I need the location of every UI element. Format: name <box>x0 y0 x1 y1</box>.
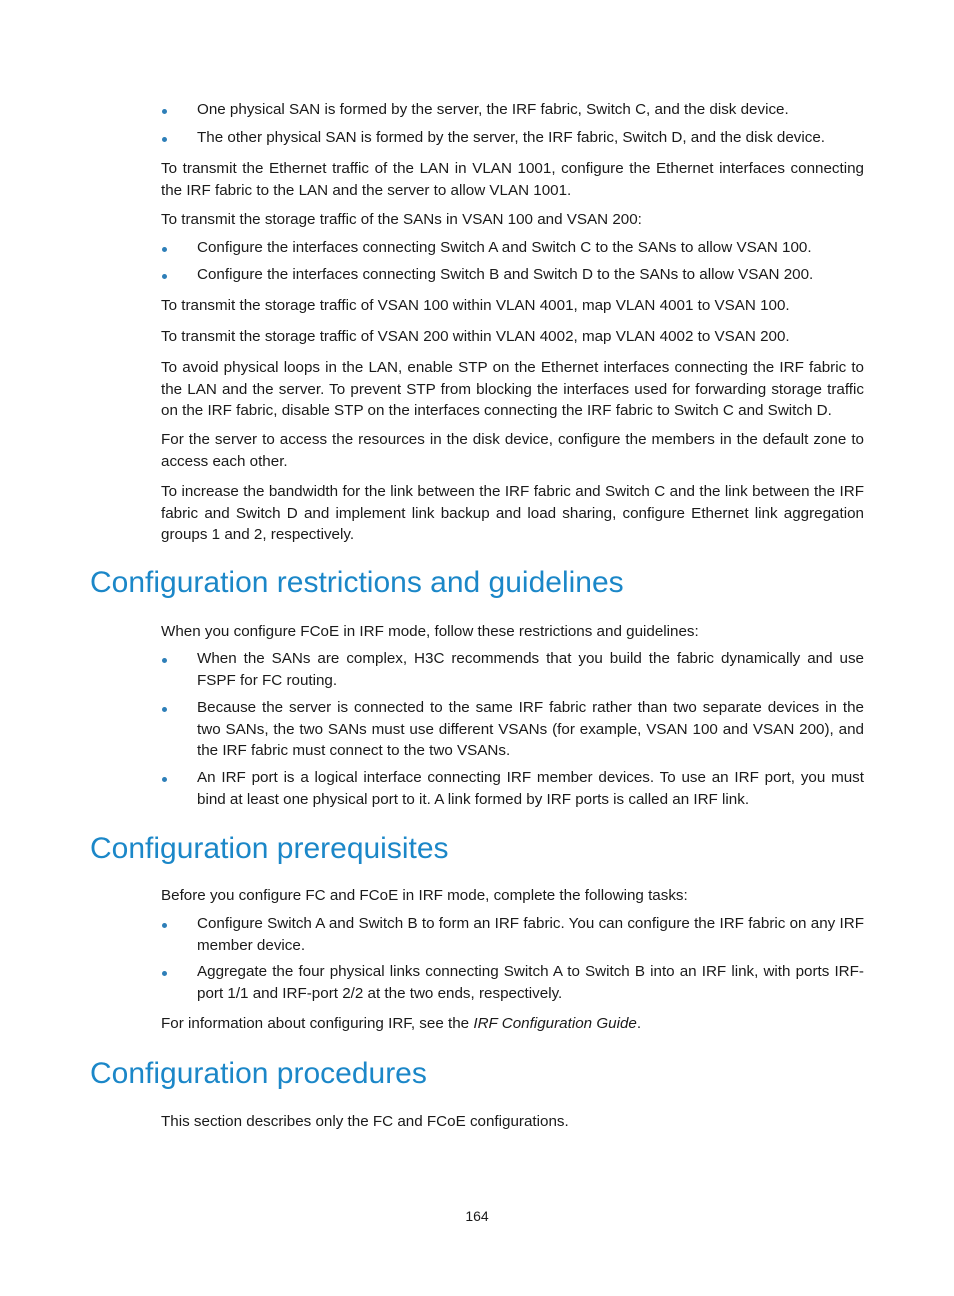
section-heading: Configuration procedures <box>90 1057 427 1090</box>
list-item: Aggregate the four physical links connecting Switch A to Switch B into an IRF link, with ports IRF-port 1/1 and IRF-port 2/2 at the two ends, respectively. <box>197 963 864 1002</box>
paragraph: To transmit the Ethernet traffic of the LAN in VLAN 1001, configure the Ethernet interfaces connecting the IRF fabric to the LAN and the server to allow VLAN 1001. <box>161 160 864 199</box>
bullet-dot <box>162 971 167 976</box>
paragraph: For the server to access the resources in the disk device, configure the members in the default zone to access each other. <box>161 431 864 470</box>
list-item: The other physical SAN is formed by the server, the IRF fabric, Switch D, and the disk device. <box>197 129 826 146</box>
bullet-dot <box>162 109 167 114</box>
paragraph: To transmit the storage traffic of the SANs in VSAN 100 and VSAN 200: <box>161 211 642 228</box>
list-item: Configure Switch A and Switch B to form an IRF fabric. You can configure the IRF fabric on any IRF member device. <box>197 915 864 954</box>
paragraph: This section describes only the FC and FCoE configurations. <box>161 1113 569 1130</box>
paragraph: To avoid physical loops in the LAN, enable STP on the Ethernet interfaces connecting the IRF fabric to the LAN and the server. To prevent STP from blocking the interfaces used for forwarding storage traffic on the IRF fabric, disable STP on the interfaces connecting the IRF fabric to Switch C and Switch D. <box>161 359 864 419</box>
paragraph: To transmit the storage traffic of VSAN 100 within VLAN 4001, map VLAN 4001 to VSAN 100. <box>161 297 790 314</box>
bullet-dot <box>162 658 167 663</box>
paragraph <box>161 1013 864 1035</box>
list-item: Configure the interfaces connecting Switch B and Switch D to the SANs to allow VSAN 200. <box>197 266 814 283</box>
list-item: An IRF port is a logical interface connecting IRF member devices. To use an IRF port, you must bind at least one physical port to it. A link formed by IRF ports is called an IRF link. <box>197 769 864 808</box>
section-heading: Configuration prerequisites <box>90 832 449 865</box>
bullet-dot <box>162 137 167 142</box>
paragraph: When you configure FCoE in IRF mode, follow these restrictions and guidelines: <box>161 623 699 640</box>
list-item: Configure the interfaces connecting Switch A and Switch C to the SANs to allow VSAN 100. <box>197 239 812 256</box>
list-item: One physical SAN is formed by the server, the IRF fabric, Switch C, and the disk device. <box>197 101 789 118</box>
paragraph: Before you configure FC and FCoE in IRF mode, complete the following tasks: <box>161 887 688 904</box>
reference-prefix: For information about configuring IRF, see the <box>161 1015 474 1032</box>
bullet-dot <box>162 274 167 279</box>
bullet-dot <box>162 247 167 252</box>
paragraph: To transmit the storage traffic of VSAN 200 within VLAN 4002, map VLAN 4002 to VSAN 200. <box>161 328 790 345</box>
page-number: 164 <box>465 1208 489 1224</box>
bullet-dot <box>162 777 167 782</box>
section-heading: Configuration restrictions and guidelines <box>90 566 624 599</box>
reference-title: IRF Configuration Guide <box>473 1015 637 1032</box>
paragraph: To increase the bandwidth for the link between the IRF fabric and Switch C and the link between the IRF fabric and Switch D and implement link backup and load sharing, configure Ethernet link aggregation groups 1 and 2, respectively. <box>161 483 864 543</box>
list-item: When the SANs are complex, H3C recommends that you build the fabric dynamically and use FSPF for FC routing. <box>197 650 864 689</box>
list-item: Because the server is connected to the same IRF fabric rather than two separate devices in the two SANs, the two SANs must use different VSANs (for example, VSAN 100 and VSAN 200), and the IRF fabric must connect to the two VSANs. <box>197 699 864 759</box>
reference-suffix: . <box>636 1015 642 1032</box>
bullet-dot <box>162 707 167 712</box>
bullet-dot <box>162 923 167 928</box>
